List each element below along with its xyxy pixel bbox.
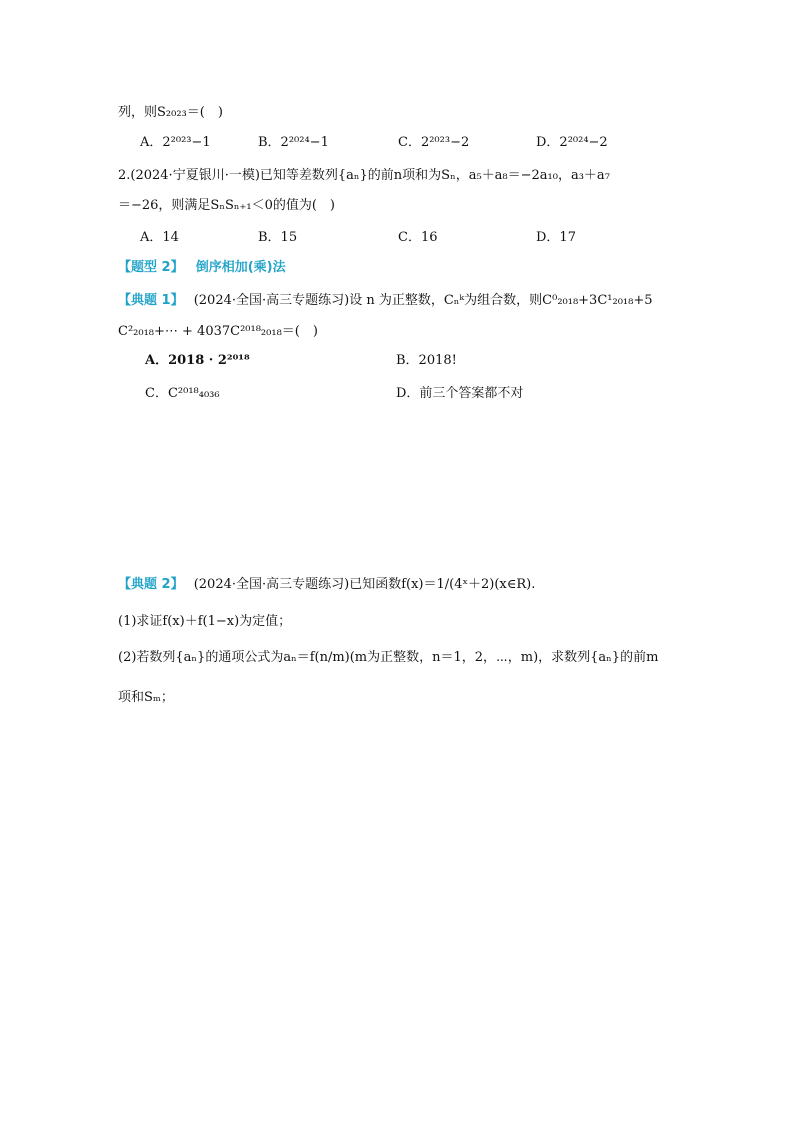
example2-text-1: (2024·全国·高三专题练习)已知函数f(x)＝1/(4ˣ＋2)(x∈R).	[193, 577, 536, 592]
example2-part-1: (1)求证f(x)＋f(1−x)为定值；	[118, 614, 292, 629]
q2-option-a: A．14	[140, 230, 179, 245]
section-heading	[118, 258, 286, 278]
q1-option-a: A．2²⁰²³−1	[140, 135, 211, 150]
example2-tag: 【典题 2】	[118, 577, 184, 592]
section-title: 倒序相加(乘)法	[195, 260, 286, 275]
q2-line-1: 2.(2024·宁夏银川·一模)已知等差数列{aₙ}的前n项和为Sₙ，a₅＋a₈＝−2a₁₀，a₃＋a₇	[118, 168, 610, 183]
example2-part-2-line-1: (2)若数列{aₙ}的通项公式为aₙ＝f(n/m)(m为正整数，n＝1，2，⋯，m)，求数列{aₙ}的前m	[118, 650, 659, 665]
q2-option-d: D．17	[536, 230, 576, 245]
q1-option-b: B．2²⁰²⁴−1	[258, 135, 329, 150]
section-tag: 【题型 2】	[118, 260, 184, 275]
q1-option-c: C．2²⁰²³−2	[398, 135, 470, 150]
example2-line-1	[118, 575, 535, 595]
example1-tag: 【典题 1】	[118, 293, 184, 308]
example1-option-a: A．2018 · 2²⁰¹⁸	[145, 353, 250, 368]
example1-option-c: C．C²⁰¹⁸₄₀₃₆	[145, 386, 220, 401]
example1-option-d: D．前三个答案都不对	[396, 386, 524, 401]
q2-line-2: ＝−26，则满足SₙSₙ₊₁＜0的值为( )	[118, 198, 335, 213]
example1-text-1: (2024·全国·高三专题练习)设 n 为正整数，Cₙᵏ为组合数，则C⁰₂₀₁₈+3C¹₂₀₁₈+5	[193, 293, 653, 308]
example1-line-2: C²₂₀₁₈+⋯ + 4037C²⁰¹⁸₂₀₁₈＝( )	[118, 324, 318, 339]
example1-option-b: B．2018!	[396, 353, 457, 368]
q2-option-b: B．15	[258, 230, 298, 245]
q1-stem-tail: 列，则S₂₀₂₃＝( )	[118, 105, 223, 120]
q1-option-d: D．2²⁰²⁴−2	[536, 135, 608, 150]
example2-part-2-line-2: 项和Sₘ；	[118, 690, 174, 705]
example1-line-1	[118, 291, 653, 311]
q2-option-c: C．16	[398, 230, 438, 245]
